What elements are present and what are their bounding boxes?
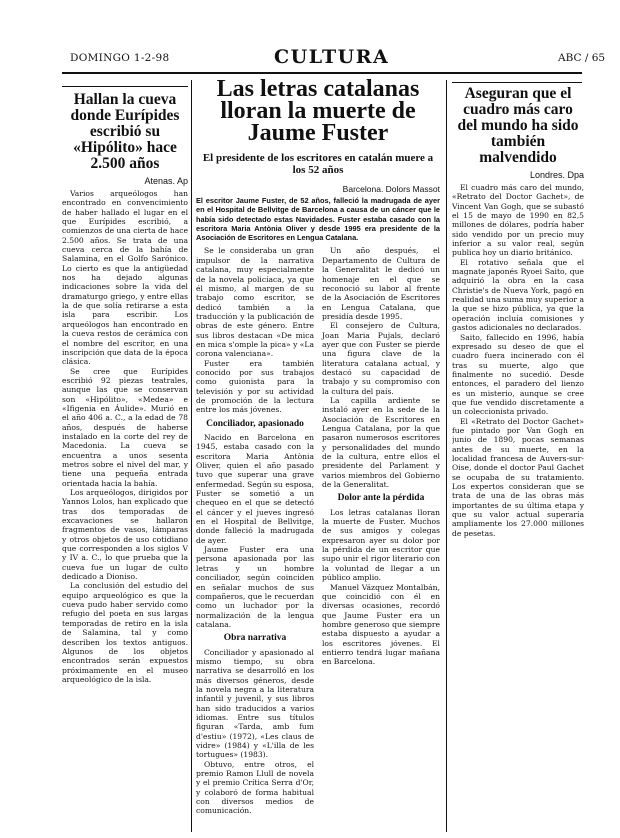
subhead-dolor: Dolor ante la pérdida bbox=[337, 493, 425, 504]
article-van-gogh bbox=[452, 86, 584, 833]
paragraph: Varios arqueólogos han encontrado en convencimiento de haber hallado el lugar en el que Eurípides escribió, a comienzos de una cierta de hace 2.500 años. Se trata de una cueva cerca de la bahía de Salamina, en el Golfo Sarónico. Lo cierto es que la antigüedad nos ha dejado algunas indicaciones sobre la vida del dramaturgo griego, y entre ellas la de que solía retirarse a esta isla para escribir. Los arqueólogos han encontrado en la cueva restos de cerámica con el nombre del escritor, en una inscripción que data de la época clásica. bbox=[62, 189, 188, 367]
paragraph: Saito, fallecido en 1996, había expresado su deseo de que el cuadro fuera incinerado con él tras su muerte, algo que finalmente no sucedió. Desde entonces, el paradero del lienzo es un misterio, aunque se cree que fue vendido discretamente a un coleccionista privado. bbox=[452, 332, 584, 417]
fuster-lead: El escritor Jaume Fuster, de 52 años, falleció la madrugada de ayer en el Hospital de Bellvitge de Barcelona a causa de un cáncer que le había sido detectado estas Navidades. Fuster estaba casado con la escritora Maria Antònia Oliver y desde 1995 era presidente de la Asociación de Escritores en Lengua Catalana. bbox=[196, 196, 440, 243]
paragraph: Conciliador y apasionado al mismo tiempo, su obra narrativa se desarrolló en los más diversos géneros, desde la novela negra a la literatura infantil y juvenil, y sus libros han sido traducidos a varios idiomas. Entre sus títulos figuran «Tarda, amb fum d'estiu» (1972), «Les claus de vidre» (1984) y «L'illa de les tortugues» (1983). bbox=[196, 647, 314, 760]
subhead-obra: Obra narrativa bbox=[223, 633, 287, 644]
fuster-body-columns bbox=[196, 246, 440, 815]
issue-date: DOMINGO 1-2-98 bbox=[70, 52, 170, 64]
article-euripides bbox=[62, 92, 188, 832]
paragraph: El cuadro más caro del mundo, «Retrato del Doctor Gachet», de Vincent Van Gogh, que se subastó el 15 de mayo de 1990 en 82,5 millones de dólares, podría haber sido vendido por un precio muy inferior a su valor real, según publica hoy un diario británico. bbox=[452, 183, 584, 258]
fuster-column-1 bbox=[196, 246, 314, 815]
fuster-subheadline: El presidente de los escritores en catalán muere a los 52 años bbox=[202, 152, 434, 176]
paragraph: Los letras catalanas lloran la muerte de Fuster. Muchos de sus amigos y colegas expresaron ayer su dolor por la pérdida de un escritor que supo unir el rigor literario con la voluntad de llegar a un público amplio. bbox=[322, 507, 440, 583]
fuster-column-2 bbox=[322, 246, 440, 815]
euripides-byline: Atenas. Ap bbox=[144, 176, 188, 186]
paragraph: Se cree que Eurípides escribió 92 piezas teatrales, aunque las que se conservan son «Hipólito», «Medea» e «Ifigenia en Áulide». Murió en el año 406 a. C., a la edad de 78 años, después de haberse instalado en la corte del rey de Macedonia. La cueva se encuentra a unos sesenta metros sobre el nivel del mar, y tiene una pequeña entrada orientada hacia la bahía. bbox=[62, 366, 188, 488]
paragraph: Nacido en Barcelona en 1945, estaba casado con la escritora Maria Antònia Oliver, quien el año pasado tuvo que superar una grave enfermedad. Según su esposa, Fuster se sometió a un chequeo en el que se detectó el cáncer y el jueves ingresó en el Hospital de Bellvitge, donde falleció la madrugada de ayer. bbox=[196, 433, 314, 545]
van-gogh-headline: Aseguran que el cuadro más caro del mundo ha sido también malvendido bbox=[457, 86, 579, 166]
paragraph: La capilla ardiente se instaló ayer en la sede de la Asociación de Escritores en Lengua Catalana, por la que pasaron numerosos escritores y personalidades del mundo de la cultura, entre ellos el presidente del Parlament y varios miembros del Gobierno de la Generalitat. bbox=[322, 395, 440, 490]
paragraph: Obtuvo, entre otros, el premio Ramon Llull de novela y el premio Crítica Serra d'Or, y colaboró de forma habitual con diversos medios de comunicación. bbox=[196, 759, 314, 816]
van-gogh-byline: Londres. Dpa bbox=[529, 170, 584, 180]
paragraph: Jaume Fuster era una persona apasionada por las letras y un hombre conciliador, según coinciden en señalar muchos de sus compañeros, que le recuerdan como un luchador por la normalización de la lengua catalana. bbox=[196, 545, 314, 629]
van-gogh-body bbox=[452, 183, 584, 538]
paragraph: Los arqueólogos, dirigidos por Yannos Lolos, han explicado que tras dos temporadas de excavaciones se hallaron fragmentos de vasos, lámparas y otros objetos de uso cotidiano que corresponden a los siglos V y IV a. C., lo que prueba que la cueva fue un lugar de culto dedicado a Dioniso. bbox=[62, 488, 188, 582]
euripides-headline: Hallan la cueva donde Eurípides escribió su «Hipólito» hace 2.500 años bbox=[70, 92, 180, 172]
header-rule bbox=[62, 72, 582, 74]
column-divider-right bbox=[446, 80, 447, 832]
paragraph: El rotativo señala que el magnate japonés Ryoei Saito, que adquirió la obra en la casa Christie's de Nueva York, pagó en realidad una suma muy superior a la que se hizo pública, ya que la operación incluía comisiones y gastos adicionales no declarados. bbox=[452, 257, 584, 333]
fuster-byline: Barcelona. Dolors Massot bbox=[342, 184, 440, 194]
page-number: ABC / 65 bbox=[558, 52, 606, 64]
subhead-conciliador: Conciliador, apasionado bbox=[206, 418, 304, 429]
article-fuster bbox=[196, 78, 440, 833]
paragraph: Se le consideraba un gran impulsor de la narrativa catalana, muy especialmente de la novela policíaca, ya que él mismo, al margen de su trabajo como escritor, se dedicó también a la traducción y la publicación de obras de este género. Entre sus libros destacan «De mica en mica s'omple la pica» y «La corona valenciana». bbox=[196, 246, 314, 359]
right-headline-rule bbox=[452, 82, 582, 83]
paragraph: El «Retrato del Doctor Gachet» fue pintado por Van Gogh en junio de 1890, pocas semanas antes de su muerte, en la localidad francesa de Auvers-sur-Oise, donde el doctor Paul Gachet se ocupaba de su tratamiento. Los expertos consideran que se trata de una de las obras más importantes de su última etapa y que su valor actual superaría ampliamente los 27.000 millones de pesetas. bbox=[452, 416, 584, 538]
column-divider-left bbox=[191, 80, 192, 832]
paragraph: La conclusión del estudio del equipo arqueológico es que la cueva pudo haber servido como refugio del poeta en sus largas temporadas de retiro en la isla de Salamina, tal y como describen los textos antiguos. Algunos de los objetos encontrados serán expuestos próximamente en el museo arqueológico de la isla. bbox=[62, 581, 188, 684]
paragraph: Fuster era también conocido por sus trabajos como guionista para la televisión y por su actividad de promoción de la lectura entre los más jóvenes. bbox=[196, 358, 314, 415]
section-title: CULTURA bbox=[274, 46, 390, 68]
left-headline-rule bbox=[62, 86, 188, 87]
paragraph: El consejero de Cultura, Joan Maria Pujals, declaró ayer que con Fuster se pierde una figura clave de la literatura catalana actual, y destacó su capacidad de trabajo y su compromiso con la cultura del país. bbox=[322, 321, 440, 396]
fuster-headline: Las letras catalanas lloran la muerte de Jaume Fuster bbox=[216, 78, 420, 146]
paragraph: Un año después, el Departamento de Cultura de la Generalitat le dedicó un homenaje en el que se reconoció su labor al frente de la Asociación de Escritores en Lengua Catalana, que presidía desde 1995. bbox=[322, 246, 440, 321]
euripides-body bbox=[62, 189, 188, 684]
page-header bbox=[0, 0, 620, 82]
paragraph: Manuel Vázquez Montalbán, que coincidió con él en diversas ocasiones, recordó que Jaume Fuster era un hombre generoso que siempre estaba dispuesto a ayudar a los escritores jóvenes. El entierro tendrá lugar mañana en Barcelona. bbox=[322, 582, 440, 667]
